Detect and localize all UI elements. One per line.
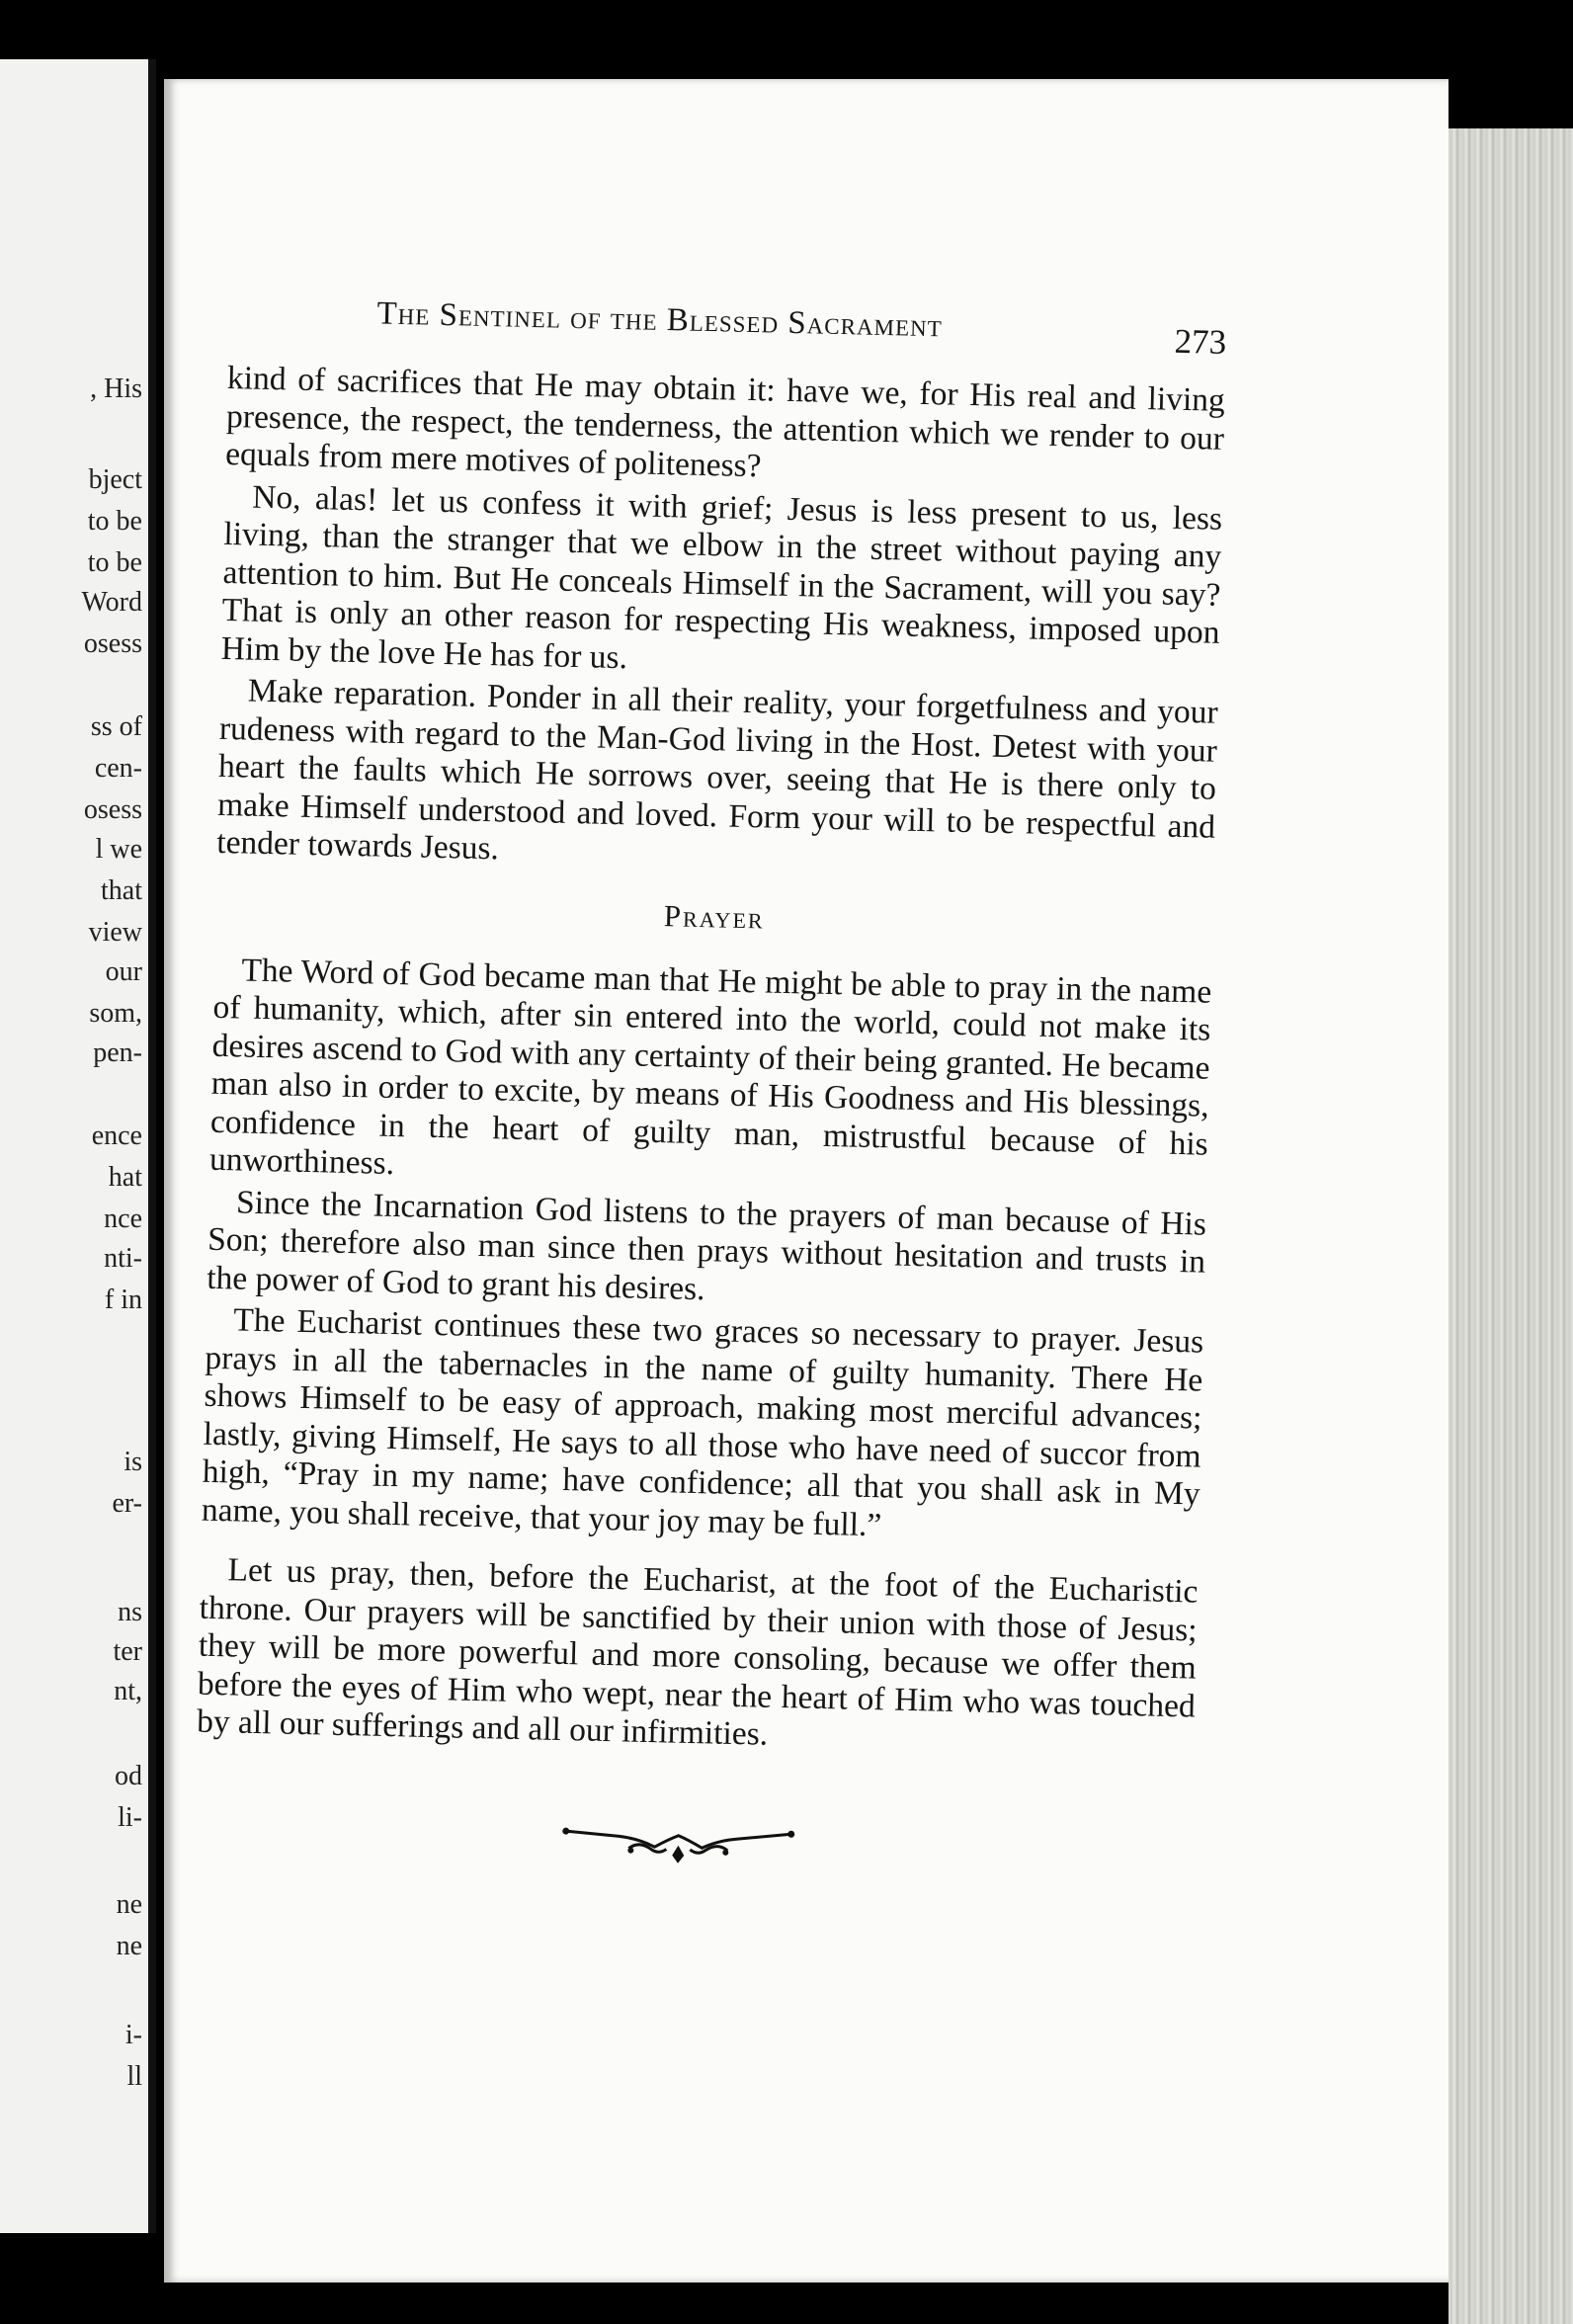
page-edges: [1449, 128, 1573, 2324]
facing-page-text: ter: [113, 1636, 142, 1667]
facing-page-text: ns: [118, 1597, 142, 1627]
facing-page-text: view: [88, 917, 142, 948]
facing-page-text: to be: [87, 547, 142, 578]
facing-page-text: nce: [104, 1204, 142, 1234]
facing-page-text: bject: [88, 464, 142, 495]
facing-page-text: pen-: [93, 1038, 142, 1068]
paragraph: Since the Incarnation God listens to the prayers of man because of His Son; therefore also man since then prays without hesitation and trusts in the power of God to grant his desires.: [206, 1183, 1207, 1307]
facing-page-text: er-: [112, 1488, 142, 1519]
paragraph: Let us pray, then, before the Eucharist, at the foot of the Eucharistic throne. Our prayers will be sanctified by their union with those of Jesus; they will be more powerful and more consoling, because we offer them before the eyes of Him who wept, near the heart of Him who was touched by all our sufferings and all our infirmities.: [196, 1551, 1199, 1753]
facing-page-text: cen-: [94, 753, 142, 784]
facing-page-text: nti-: [104, 1243, 142, 1274]
paragraph: Make reparation. Ponder in all their reality, your forgetfulness and your rudeness with regard to the Man-God living in the Host. Detest with your heart the faults which He sorrows over, seeing that He is there only to make Himself understood and loved. Form your will to be respectful and tender towards Jesus.: [215, 672, 1219, 868]
facing-page-text: osess: [83, 628, 142, 659]
facing-page-text: osess: [83, 794, 142, 825]
facing-page-text: som,: [89, 998, 142, 1029]
facing-page-text: li-: [118, 1802, 142, 1833]
facing-page-text: our: [105, 956, 142, 987]
paragraph: The Eucharist continues these two graces so necessary to prayer. Jesus prays in all the tabernacles in the name of guilty humanity. There He shows Himself to be easy of approach, making most merciful advances; lastly, giving Himself, He says to all those who have need of succor from high, “Pray in my name; have confidence; all that you shall ask in My name, you shall receive, that your joy may be full.”: [201, 1301, 1204, 1543]
paragraph: No, alas! let us confess it with grief; Jesus is less present to us, less living, than the stranger that we elbow in the street without paying any attention to him. But He conceals Himself in the Sacrament, will you say? That is only an other reason for respecting His weakness, imposed upon Him by the love He has for us.: [220, 478, 1223, 676]
facing-page-text: ne: [116, 1931, 142, 1961]
paragraph: kind of sacrifices that He may obtain it: have we, for His real and living presence, the respect, the tenderness, the attention which we render to our equals from mere motives of politeness?: [224, 359, 1226, 485]
facing-page-text: nt,: [114, 1676, 142, 1706]
facing-page-text: hat: [108, 1162, 142, 1193]
facing-page-text: ss of: [90, 711, 142, 742]
facing-page-text: ll: [126, 2061, 142, 2092]
facing-page-fragment: [0, 59, 156, 2233]
facing-page-text: is: [124, 1447, 142, 1477]
paragraph: The Word of God became man that He might be able to pray in the name of humanity, which, after sin entered into the world, could not make its desires ascend to God with any certainty of their being granted. He became man also in order to excite, by means of His Goodness and His blessings, confidence in the heart of guilty man, mistrustful because of his unworthiness.: [208, 951, 1212, 1183]
facing-page-text: , His: [90, 374, 142, 404]
scan-background: [0, 0, 1573, 59]
facing-page-text: ence: [91, 1120, 142, 1151]
facing-page-text: ne: [116, 1889, 142, 1920]
ornament-flourish: [559, 1818, 797, 1872]
facing-page-text: l we: [95, 834, 142, 865]
facing-page-text: to be: [87, 506, 142, 537]
facing-page-text: Word: [81, 587, 142, 618]
facing-page-text: that: [101, 875, 142, 906]
page-text-block: [194, 292, 1227, 1882]
section-heading: Prayer: [663, 897, 766, 935]
page-number: 273: [1174, 321, 1227, 362]
facing-page-text: f in: [104, 1285, 142, 1315]
facing-page-text: od: [115, 1761, 142, 1791]
facing-page-text: i-: [124, 2020, 142, 2050]
running-title: The Sentinel of the Blessed Sacrament: [376, 295, 944, 345]
